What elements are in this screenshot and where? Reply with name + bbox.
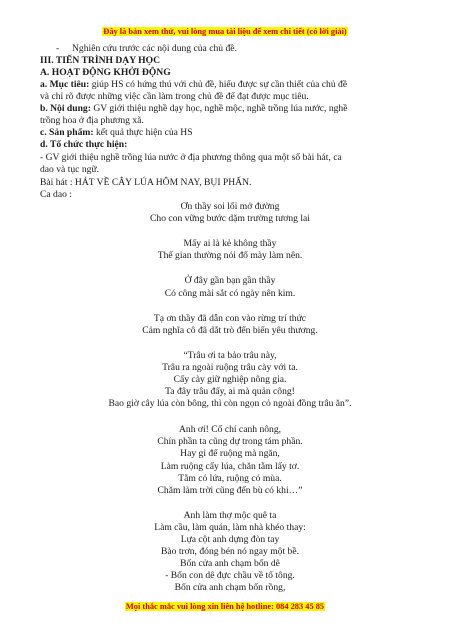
verse-line: Làm cầu, làm quán, làm nhà khéo thay:	[154, 522, 306, 533]
verse-line: Thế gian thường nói đố mày làm nên.	[157, 250, 303, 261]
content-label: b. Nội dung:	[40, 103, 91, 114]
verse-line: - Bốn con dê đực chầu về tổ tông.	[165, 570, 295, 581]
verse-line: Có công mài sắt có ngày nên kim.	[164, 288, 296, 299]
product-line	[40, 127, 420, 138]
verse-line: Lựa cột anh dựng đòn tay	[180, 534, 280, 545]
verse-line: Ta đây trâu đấy, ai mà quản công!	[165, 386, 295, 397]
goal-text: giúp HS có hứng thú với chủ đề, hiểu được sự cần thiết của chủ đề	[89, 79, 348, 90]
hotline-banner	[0, 602, 450, 611]
verse-line: Cho con vững bước dặm trường tương lai	[150, 213, 310, 224]
verse-line: Bao giờ cây lúa còn bông, thì còn ngọn cỏ ngoài đồng trâu ăn”.	[108, 398, 352, 409]
preview-notice-text: Đây là bản xem thử, vui lòng mua tài liệu để xem chi tiết (có lời giải)	[103, 27, 347, 36]
verse-line: Làm ruộng cấy lúa, chăn tằm lấy tơ.	[160, 461, 300, 472]
cadao-label: Ca dao :	[40, 189, 72, 200]
organize-label: d. Tổ chức thực hiện:	[40, 139, 128, 150]
goal-line-2: và chỉ rõ được những việc cần làm trong chủ đề để đạt được mục tiêu.	[40, 91, 309, 102]
section-title: III. TIẾN TRÌNH DẠY HỌC	[40, 55, 161, 66]
verse-line: Ơn thầy soi lối mở đường	[180, 201, 280, 212]
verse-line: Cảm nghĩa cô đã dắt trò đến biển yêu thương.	[142, 325, 318, 336]
intro-bullet-text: Nghiên cứu trước các nội dung của chủ đề.	[72, 43, 237, 54]
verse-line: Ở đây gần bạn gần thầy	[184, 275, 276, 286]
content-line-1	[40, 103, 420, 114]
activity-title: A. HOẠT ĐỘNG KHỞI ĐỘNG	[40, 67, 171, 78]
preview-notice-banner	[0, 27, 450, 36]
verse-line: “Trâu ơi ta bảo trâu này,	[183, 350, 277, 361]
product-label: c. Sản phẩm:	[40, 127, 94, 138]
verse-line: Anh làm thợ mộc quê ta	[183, 510, 277, 521]
verse-line: Cấy cày giữ nghiệp nông gia.	[173, 374, 287, 385]
organize-line-1: - GV giới thiệu nghề trồng lúa nước ở địa phương thông qua một số bài hát, ca	[40, 152, 342, 163]
organize-line-2: dao và tục ngữ.	[40, 164, 100, 175]
song-title: Bài hát : HÁT VỀ CÂY LÚA HÔM NAY, BỤI PHẤN.	[40, 177, 252, 188]
verse-line: Anh ơi! Cố chí canh nông,	[178, 424, 282, 435]
verse-line: Trâu ra ngoài ruộng trâu cày với ta.	[162, 362, 298, 373]
verse-line: Bốn cửa anh chạm bốn dê	[180, 558, 280, 569]
verse-line: Tằm có lứa, ruộng có mùa.	[178, 473, 282, 484]
goal-line-1	[40, 79, 420, 90]
verse-line: Chăm làm trời cũng đến bù có khi…”	[157, 485, 303, 496]
verse-line: Bốn cửa anh chạm bốn rồng,	[174, 582, 286, 593]
verse-line: Tạ ơn thầy đã dẫn con vào rừng trí thức	[153, 313, 307, 324]
bullet-dash: -	[56, 43, 60, 54]
product-text: kết quả thực hiện của HS	[93, 127, 193, 138]
content-text: GV giới thiệu nghề dạy học, nghề mộc, nghề trồng lúa nước, nghề	[90, 103, 348, 114]
verse-line: Mấy ai là kẻ không thầy	[183, 238, 277, 249]
goal-label: a. Mục tiêu:	[40, 79, 90, 90]
verse-line: Hay gì để ruộng mà ngăn,	[180, 448, 280, 459]
content-line-2: trồng hoa ở địa phương xã.	[40, 115, 144, 126]
verse-line: Chín phần ta cũng dự trong tám phần.	[157, 436, 303, 447]
hotline-text: Mọi thắc mắc vui lòng xin liên hệ hotline: 084 283 45 85	[125, 602, 325, 611]
intro-bullet	[56, 43, 436, 54]
verse-line: Bào trơn, đóng bén nó ngay một bề.	[160, 546, 300, 557]
